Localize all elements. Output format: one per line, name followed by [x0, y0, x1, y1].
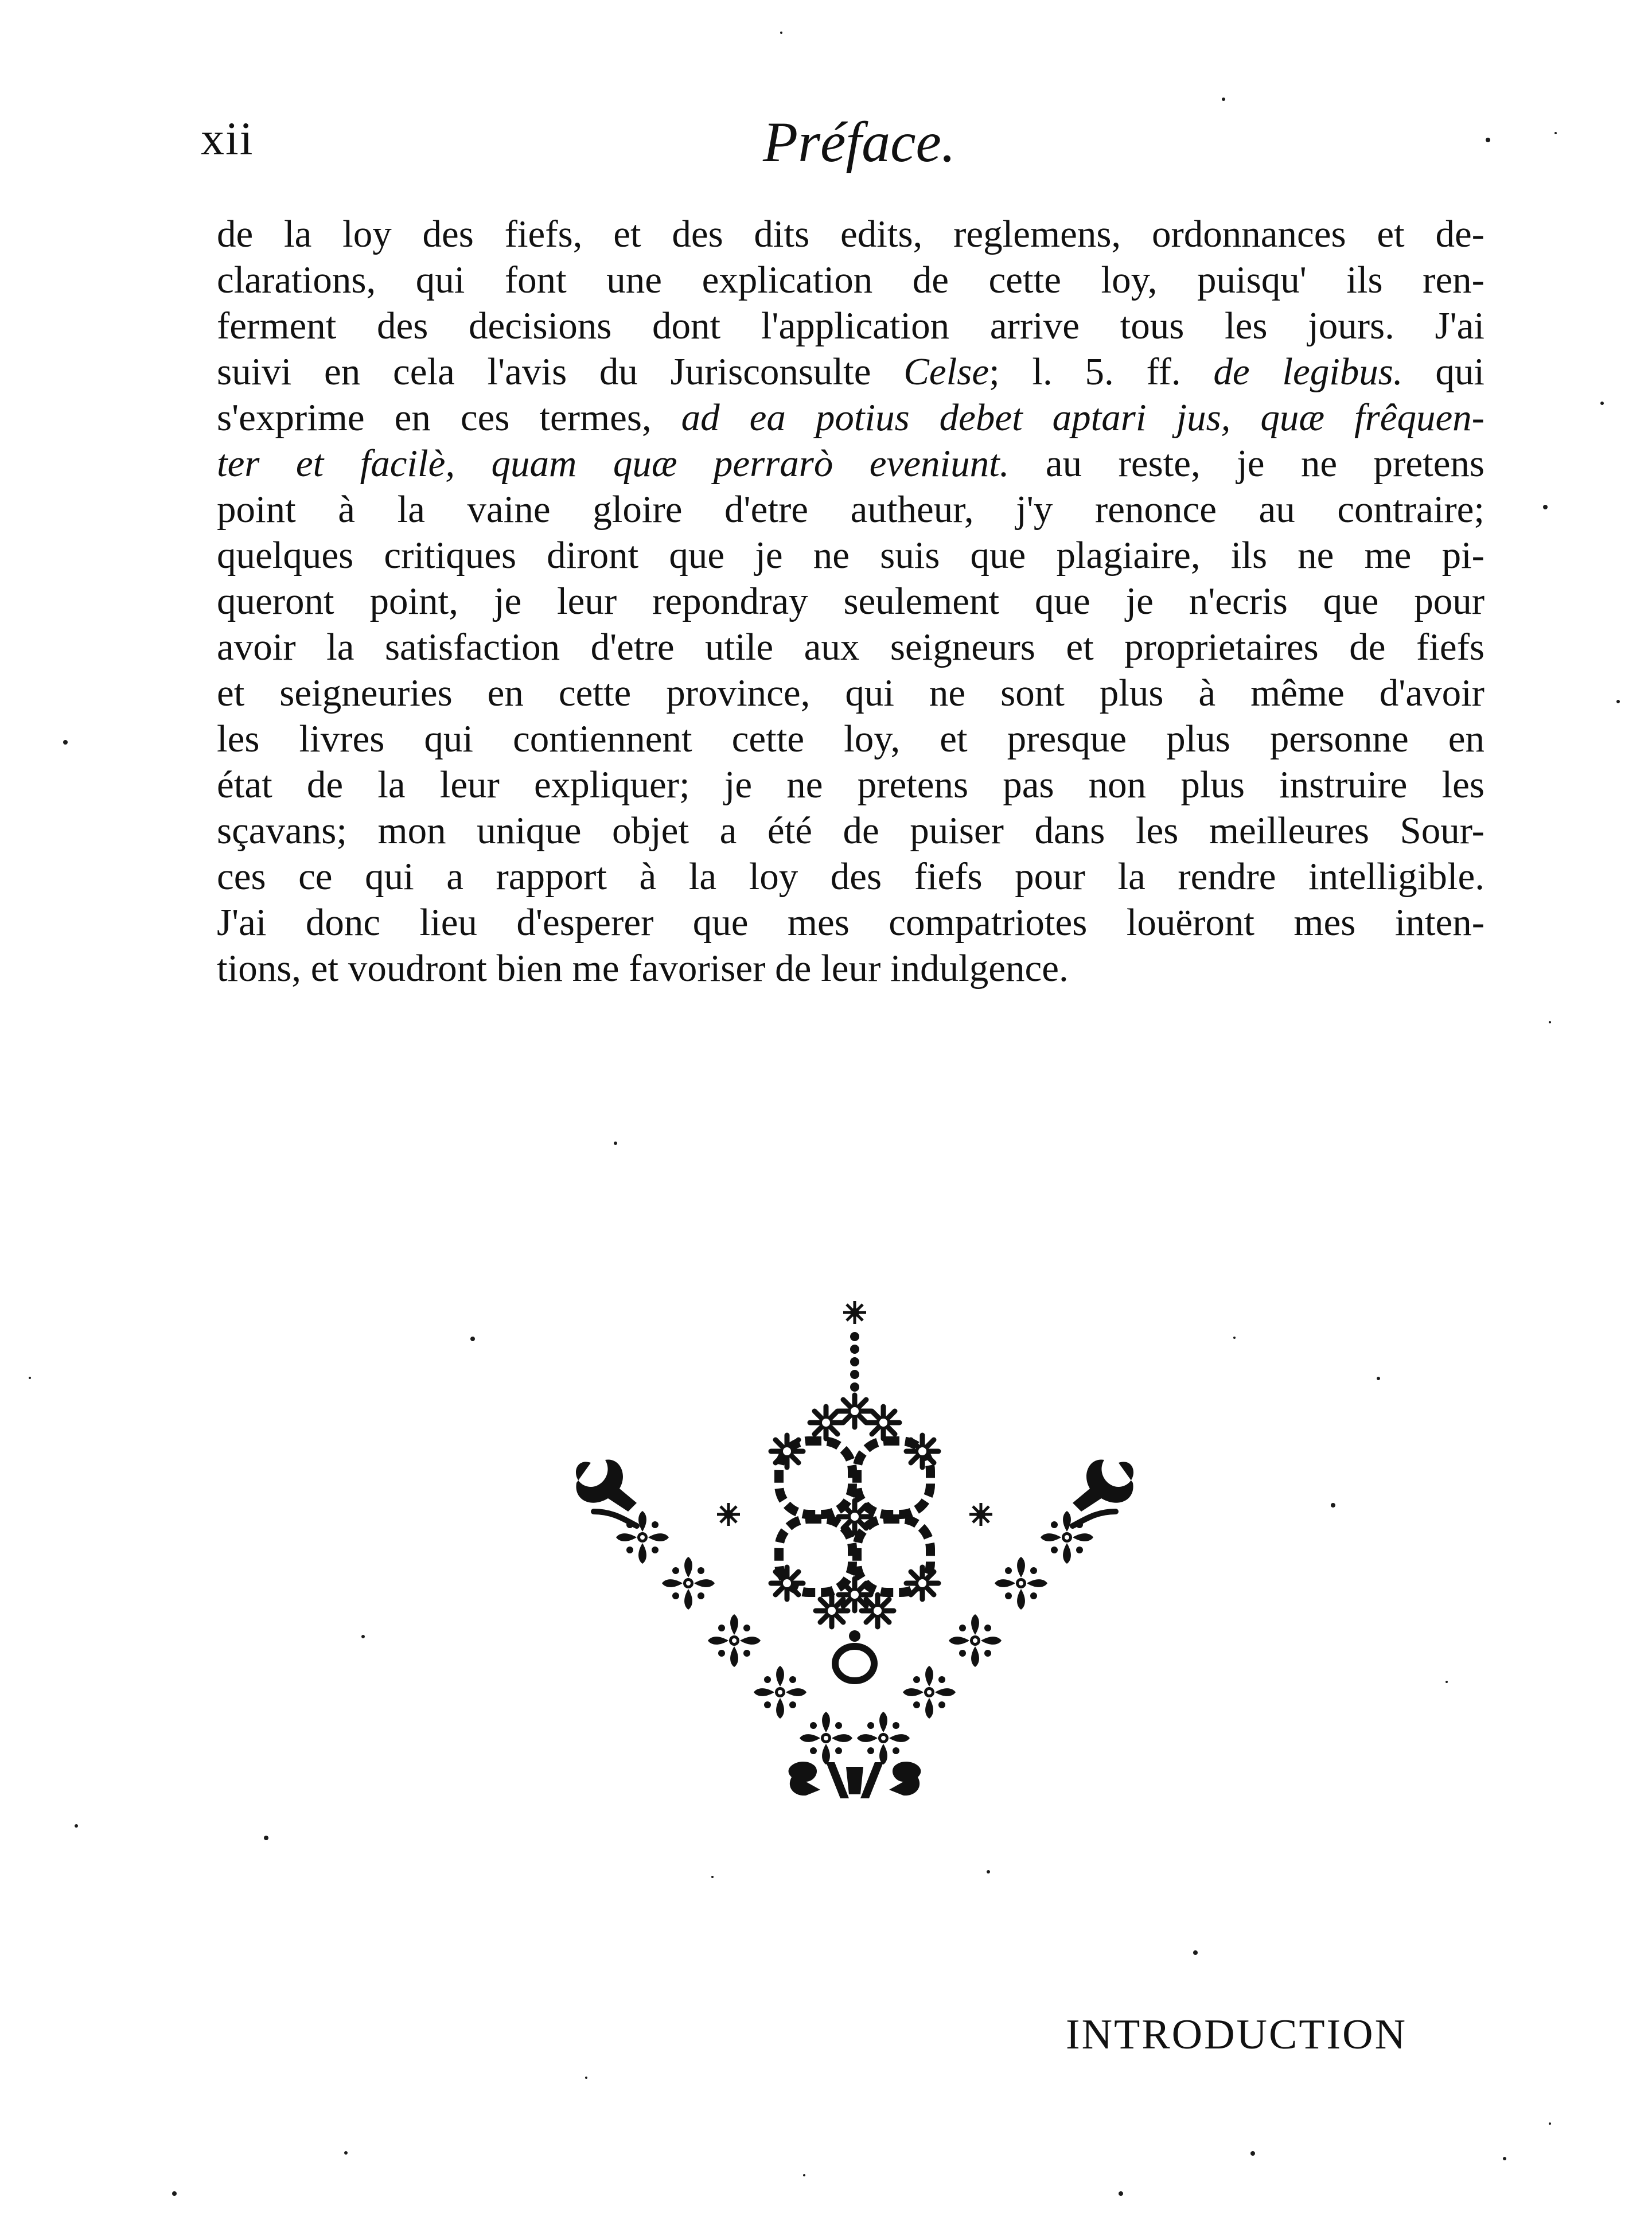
- paper-speck: [1600, 402, 1604, 405]
- paper-speck: [264, 1836, 268, 1840]
- paper-speck: [1222, 98, 1225, 101]
- text-segment: sçavans; mon unique objet a été de puiser dans les meilleures Sour-: [217, 809, 1485, 852]
- text-segment: les livres qui contiennent cette loy, et presque plus personne en: [217, 718, 1485, 760]
- paper-speck: [1331, 1503, 1335, 1508]
- paper-speck: [1616, 700, 1620, 703]
- text-segment: ; l. 5. ff.: [989, 350, 1214, 393]
- text-line: [217, 899, 1485, 945]
- paper-speck: [803, 2174, 805, 2176]
- text-segment: ferment des decisions dont l'application arrive tous les jours. J'ai: [217, 305, 1485, 347]
- paper-speck: [987, 1870, 990, 1873]
- text-line: [217, 486, 1485, 532]
- catchword: INTRODUCTION: [1066, 2011, 1408, 2058]
- text-segment: J'ai donc lieu d'esperer que mes compatriotes louëront mes inten-: [217, 901, 1485, 944]
- text-segment: avoir la satisfaction d'etre utile aux seigneurs et proprietaires de fiefs: [217, 626, 1485, 668]
- paper-speck: [1446, 1681, 1448, 1683]
- italic-segment: ad ea potius debet aptari jus, quæ frêquen-: [681, 396, 1485, 439]
- paper-speck: [63, 740, 68, 745]
- text-line: [217, 854, 1485, 899]
- italic-segment: Celse: [903, 350, 989, 393]
- paper-speck: [344, 2151, 348, 2155]
- paper-speck: [1554, 132, 1557, 134]
- paper-speck: [1543, 505, 1548, 509]
- text-line: [217, 945, 1485, 991]
- paper-speck: [75, 1824, 78, 1828]
- paper-speck: [1486, 138, 1490, 142]
- text-segment: queront point, je leur repondray seulement que je n'ecris que pour: [217, 580, 1485, 622]
- paper-speck: [29, 1377, 31, 1379]
- paper-speck: [780, 32, 782, 34]
- running-head: Préface.: [763, 110, 956, 174]
- text-line: [217, 349, 1485, 395]
- text-segment: tions, et voudront bien me favoriser de leur indulgence.: [217, 947, 1069, 990]
- text-segment: ces ce qui a rapport à la loy des fiefs pour la rendre intelligible.: [217, 855, 1485, 898]
- text-line: [217, 211, 1485, 257]
- text-line: [217, 762, 1485, 808]
- text-segment: s'exprime en ces termes,: [217, 396, 681, 439]
- text-line: [217, 303, 1485, 349]
- paper-speck: [1193, 1950, 1198, 1955]
- text-segment: qui: [1402, 350, 1485, 393]
- preface-paragraph: [217, 211, 1485, 991]
- text-segment: quelques critiques diront que je ne suis que plagiaire, ils ne me pi-: [217, 534, 1485, 577]
- text-line: [217, 395, 1485, 441]
- text-segment: au reste, je ne pretens: [1009, 442, 1485, 485]
- text-segment: clarations, qui font une explication de cette loy, puisqu' ils ren-: [217, 259, 1485, 301]
- text-segment: et seigneuries en cette province, qui ne sont plus à même d'avoir: [217, 672, 1485, 714]
- text-segment: point à la vaine gloire d'etre autheur, j'y renonce au contraire;: [217, 488, 1485, 531]
- paper-speck: [1377, 1377, 1380, 1380]
- paper-speck: [1233, 1337, 1236, 1339]
- paper-speck: [361, 1635, 365, 1638]
- text-line: [217, 441, 1485, 486]
- paper-speck: [711, 1876, 714, 1878]
- text-line: [217, 578, 1485, 624]
- paper-speck: [172, 2191, 177, 2196]
- text-segment: suivi en cela l'avis du Jurisconsulte: [217, 350, 904, 393]
- text-line: [217, 716, 1485, 762]
- paper-speck: [1250, 2151, 1255, 2156]
- text-line: [217, 808, 1485, 854]
- paper-speck: [1119, 2191, 1123, 2196]
- paper-speck: [1503, 2157, 1506, 2160]
- italic-segment: ter et facilè, quam quæ perrarò eveniunt.: [217, 442, 1010, 485]
- page-number: xii: [201, 112, 254, 165]
- paper-speck: [1549, 2122, 1551, 2125]
- text-line: [217, 624, 1485, 670]
- italic-segment: de legibus.: [1213, 350, 1403, 393]
- text-segment: de la loy des fiefs, et des dits edits, reglemens, ordonnances et de-: [217, 213, 1485, 255]
- floral-vignette-ornament-icon: [551, 1285, 1159, 1801]
- paper-speck: [470, 1337, 475, 1341]
- text-segment: état de la leur expliquer; je ne pretens pas non plus instruire les: [217, 764, 1485, 806]
- paper-speck: [1549, 1021, 1551, 1023]
- text-line: [217, 670, 1485, 716]
- text-line: [217, 532, 1485, 578]
- text-line: [217, 257, 1485, 303]
- paper-speck: [585, 2077, 587, 2079]
- paper-speck: [614, 1142, 617, 1145]
